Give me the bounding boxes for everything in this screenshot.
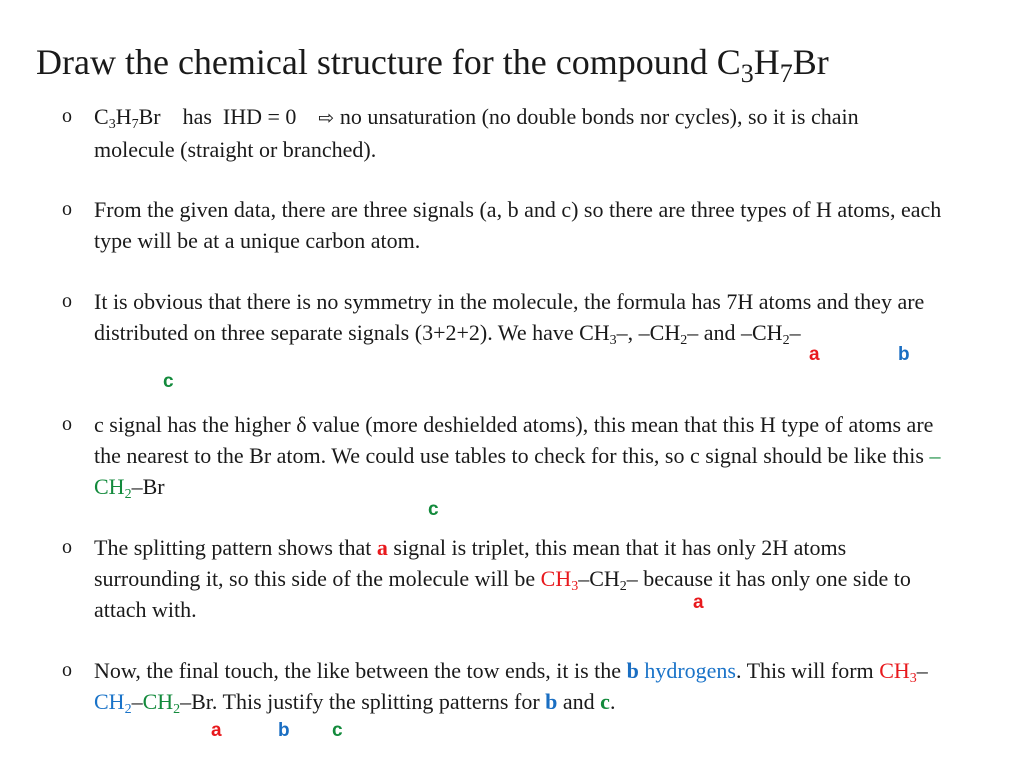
label-a: a — [809, 344, 820, 365]
bullet-delta — [62, 409, 942, 502]
bullet-signals — [62, 194, 942, 256]
page-title: Draw the chemical structure for the compound $C_3H_7Br$ — [36, 42, 829, 88]
label-b: b — [898, 344, 910, 365]
bullet-marker: o — [62, 536, 72, 558]
label-c: c — [163, 371, 174, 392]
bullet-symmetry — [62, 286, 942, 348]
label-a: a — [693, 592, 704, 613]
bullet-marker: o — [62, 198, 72, 220]
label-a: a — [211, 720, 222, 741]
label-b: b — [278, 720, 290, 741]
bullet-text: $C_3H_7Br$ has IHD = 0 ⇨ no unsaturation (no double bonds nor cycles), so it is chain molecule (straight or branched). — [94, 104, 859, 162]
bullet-text: Now, the final touch, the like between the tow ends, it is the b hydrogens. This will form $CH_3-CH_2-CH_2-Br$. This justify the splitting patterns for b and c. — [94, 658, 928, 717]
bullet-marker: o — [62, 659, 72, 681]
bullet-marker: o — [62, 290, 72, 312]
bullet-text: It is obvious that there is no symmetry in the molecule, the formula has 7H atoms and they are distributed on three separate signals (3+2+2). We have $CH_3-$, $-CH_2-$ and $-CH_2-$ — [94, 289, 925, 348]
bullet-splitting — [62, 532, 942, 625]
bullet-ihd — [62, 101, 942, 165]
bullet-text: The splitting pattern shows that a signal is triplet, this mean that it has only 2H atoms surrounding it, so this side of the molecule will be $CH_3-CH_2-$ because it has only one side to attach with. — [94, 535, 911, 622]
label-c: c — [428, 499, 439, 520]
bullet-text: From the given data, there are three signals (a, b and c) so there are three types of H atoms, each type will be at a unique carbon atom. — [94, 197, 942, 253]
label-c: c — [332, 720, 343, 741]
bullet-marker: o — [62, 105, 72, 127]
arrow-right-icon: ⇨ — [318, 107, 335, 129]
bullet-final — [62, 655, 942, 717]
bullet-marker: o — [62, 413, 72, 435]
bullet-text: c signal has the higher δ value (more deshielded atoms), this mean that this H type of atoms are the nearest to the Br atom. We could use tables to check for this, so c signal should be like this $-CH_2-Br$ — [94, 412, 941, 502]
